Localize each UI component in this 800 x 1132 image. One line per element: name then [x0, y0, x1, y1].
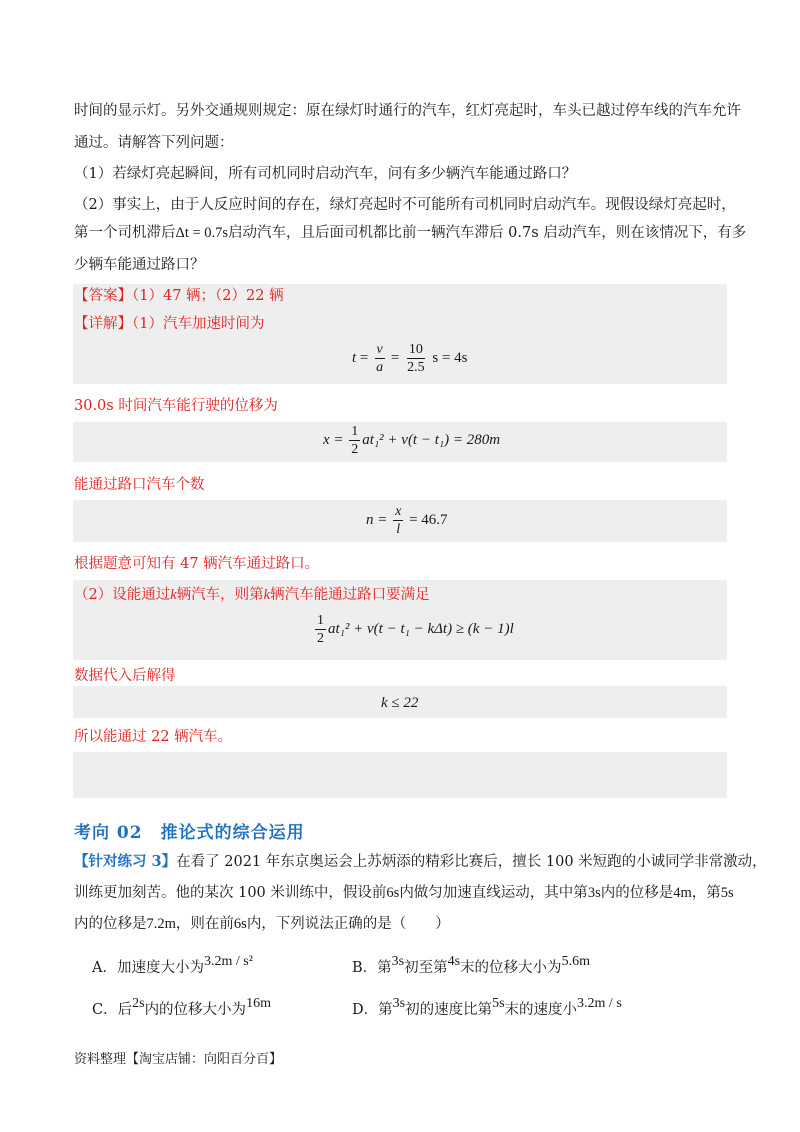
step-conclusion-1: 根据题意可知有 47 辆汽车通过路口。 [74, 556, 320, 572]
option-b[interactable] [352, 954, 590, 979]
practice-2-m1: 6s [386, 885, 400, 901]
option-b-a: B．第 [352, 960, 392, 976]
eq4-den: 2 [317, 631, 324, 646]
eq4-frac [315, 612, 326, 647]
question-2-line-1: （2）事实上，由于人反应时间的存在，绿灯亮起时不可能所有司机同时启动汽车。现假设绿灯亮起时， [74, 197, 736, 213]
equation-count [366, 503, 448, 538]
eq5-text: k ≤ 22 [381, 695, 419, 711]
step-count: 能通过路口汽车个数 [74, 477, 205, 493]
option-a[interactable] [92, 954, 253, 979]
equation-time [352, 341, 468, 376]
intro-line-1: 时间的显示灯。另外交通规则规定：原在绿灯时通行的汽车，红灯亮起时，车头已越过停车线的汽车允许 [74, 103, 741, 119]
option-c-m1: 2s [132, 996, 145, 1011]
option-d-m2: 5s [492, 996, 505, 1011]
intro-line-2: 通过。请解答下列问题： [74, 135, 234, 151]
option-b-c: 末的位移大小为 [460, 960, 562, 976]
answer-label: 【答案】 [74, 288, 132, 304]
eq2-num: 1 [351, 424, 359, 439]
detail-text: （1）汽车加速时间为 [132, 316, 265, 332]
practice-3-m2: 6s [233, 916, 247, 932]
step5-k1: k [170, 587, 177, 603]
step-displacement: 30.0s 时间汽车能行驶的位移为 [74, 398, 278, 414]
practice-3c: 内，下列说法正确的是（ ） [246, 916, 450, 932]
practice-2a: 训练更加刻苦。他的某次 100 米训练中，假设前 [74, 885, 387, 901]
option-a-text: A．加速度大小为 [92, 960, 204, 976]
eq1-t: t [352, 349, 357, 366]
detail-line [74, 314, 264, 334]
eq4-num: 1 [317, 613, 324, 628]
page-footer: 资料整理【淘宝店铺：向阳百分百】 [74, 1052, 283, 1067]
eq1-tail: s = 4s [432, 349, 468, 366]
step5-b: 辆汽车，则第 [176, 587, 264, 603]
option-c[interactable] [92, 996, 271, 1021]
eq1-a: a [376, 360, 384, 375]
option-b-m2: 4s [447, 954, 461, 969]
q2-text-a: 第一个司机滞后 [74, 225, 176, 241]
step-part-2 [74, 585, 430, 605]
eq1-v: v [376, 342, 383, 357]
step5-k2: k [263, 587, 271, 603]
step5-c: 辆汽车能通过路口要满足 [270, 587, 430, 603]
option-b-m3: 5.6m [561, 954, 590, 969]
practice-2-m3: 4m [673, 885, 692, 901]
eq3-num: x [395, 504, 402, 519]
eq3-lhs: n = [366, 511, 388, 528]
step5-a: （2）设能通过 [74, 587, 171, 603]
equation-condition [313, 612, 514, 647]
option-b-b: 初至第 [404, 960, 448, 976]
eq1-frac-num [405, 341, 427, 376]
eq2-den: 2 [351, 442, 359, 457]
question-2-line-3: 少辆车能通过路口？ [74, 257, 205, 273]
option-b-m1: 3s [391, 954, 405, 969]
eq1-frac-va [374, 341, 385, 376]
practice-2d: ，第 [691, 885, 721, 901]
eq2-rhs: at₁² + v(t − t₁) = 280m [362, 431, 501, 448]
eq4-rhs: at₁² + v(t − t₁ − kΔt) ≥ (k − 1)l [328, 620, 514, 637]
equation-displacement [323, 423, 500, 458]
eq1-den: 2.5 [407, 360, 425, 375]
practice-2b: 内做匀加速直线运动，其中第 [399, 885, 588, 901]
eq1-num: 10 [408, 342, 423, 357]
practice-line-1 [74, 852, 767, 872]
practice-line-2 [74, 883, 734, 903]
option-d-a: D．第 [352, 1002, 393, 1018]
eq1-equals: = [359, 349, 369, 366]
option-d-b: 初的速度比第 [405, 1002, 493, 1018]
eq1-equals-2: = [390, 349, 400, 366]
option-d[interactable] [352, 996, 622, 1021]
eq2-frac [349, 423, 360, 458]
q2-text-b: 启动汽车，且后面司机都比前一辆汽车滞后 0.7s 启动汽车，则在该情况下，有多 [228, 225, 747, 241]
option-d-c: 末的速度小 [504, 1002, 578, 1018]
q2-math-dt: Δt = 0.7s [175, 225, 229, 241]
eq3-den: l [396, 522, 401, 537]
practice-3-m1: 7.2m [146, 916, 176, 932]
section-title: 考向 02 推论式的综合运用 [74, 823, 305, 843]
option-c-m2: 16m [246, 996, 271, 1011]
step-substitute: 数据代入后解得 [74, 668, 176, 684]
eq3-rhs: = 46.7 [409, 511, 448, 528]
practice-label: 【针对练习 3】 [74, 853, 177, 870]
practice-2-m4: 5s [720, 885, 734, 901]
eq3-frac [393, 503, 403, 538]
practice-text-1: 在看了 2021 年东京奥运会上苏炳添的精彩比赛后，擅长 100 米短跑的小诚同学非常激动， [176, 854, 767, 870]
practice-2c: 内的位移是 [600, 885, 674, 901]
practice-line-3 [74, 914, 450, 934]
option-c-a: C．后 [92, 1002, 133, 1018]
option-c-b: 内的位移大小为 [144, 1002, 247, 1018]
practice-2-m2: 3s [587, 885, 601, 901]
question-1: （1）若绿灯亮起瞬间，所有司机同时启动汽车，问有多少辆汽车能通过路口？ [74, 166, 577, 182]
practice-3b: ，则在前 [175, 916, 234, 932]
option-d-m1: 3s [392, 996, 406, 1011]
answer-text: （1）47 辆；（2）22 辆 [132, 288, 284, 304]
answer-background-bottom [73, 752, 727, 798]
option-d-m3: 3.2m / s [577, 996, 622, 1011]
practice-3a: 内的位移是 [74, 916, 147, 932]
detail-label: 【详解】 [74, 316, 132, 332]
equation-result [381, 695, 418, 712]
eq2-lhs: x = [323, 431, 344, 448]
step-conclusion-2: 所以能通过 22 辆汽车。 [74, 729, 233, 745]
question-2-line-2 [74, 223, 746, 243]
option-a-math: 3.2m / s² [203, 954, 253, 969]
answer-line [74, 286, 284, 306]
